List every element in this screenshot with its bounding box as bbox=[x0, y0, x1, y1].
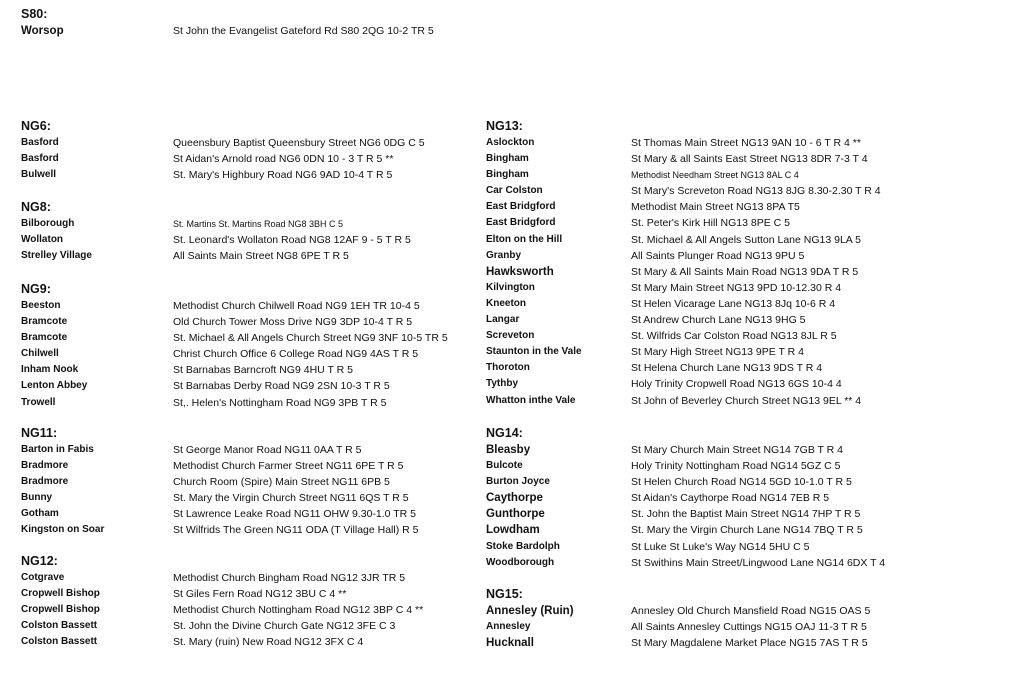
section-ng12 bbox=[21, 553, 521, 650]
list-item bbox=[486, 458, 1006, 474]
place-name: Whatton inthe Vale bbox=[486, 394, 576, 406]
list-item bbox=[21, 586, 521, 602]
section-code: NG8: bbox=[21, 200, 51, 214]
place-name: Cropwell Bishop bbox=[21, 604, 100, 616]
church-info: Methodist Needham Street NG13 8AL C 4 bbox=[631, 170, 799, 181]
list-item bbox=[486, 539, 1006, 555]
list-item bbox=[486, 312, 1006, 328]
church-info: St Swithins Main Street/Lingwood Lane NG14 6DX T 4 bbox=[631, 556, 886, 569]
place-name: Strelley Village bbox=[21, 250, 92, 262]
place-name: Aslockton bbox=[486, 137, 535, 148]
list-item bbox=[486, 151, 1006, 167]
church-info: St Mary Main Street NG13 9PD 10-12.30 R 4 bbox=[631, 281, 842, 294]
place-name: Bilborough bbox=[21, 218, 75, 229]
place-name: Colston Bassett bbox=[21, 636, 98, 648]
church-info: Methodist Church Farmer Street NG11 6PE T R 5 bbox=[173, 460, 404, 473]
list-item bbox=[486, 296, 1006, 312]
church-info: St. Michael & All Angels Sutton Lane NG13 9LA 5 bbox=[631, 233, 861, 246]
place-name: Worsop bbox=[21, 25, 64, 37]
place-name: Bradmore bbox=[21, 476, 69, 488]
church-info: St Helen Church Road NG14 5GD 10-1.0 T R 5 bbox=[631, 476, 852, 489]
church-info: Holy Trinity Nottingham Road NG14 5GZ C 5 bbox=[631, 460, 841, 473]
place-name: Trowell bbox=[21, 396, 56, 408]
section-code: NG6: bbox=[21, 119, 51, 133]
section-code: NG14: bbox=[486, 426, 523, 440]
place-name: Lowdham bbox=[486, 524, 540, 537]
church-info: St Helen Vicarage Lane NG13 8Jq 10-6 R 4 bbox=[631, 297, 836, 310]
list-item bbox=[486, 199, 1006, 215]
list-item bbox=[486, 360, 1006, 376]
section-ng6 bbox=[21, 118, 521, 183]
list-item bbox=[486, 344, 1006, 360]
list-item bbox=[21, 232, 521, 248]
place-name: Cropwell Bishop bbox=[21, 588, 100, 600]
church-info: St Giles Fern Road NG12 3BU C 4 ** bbox=[173, 588, 347, 601]
list-item bbox=[486, 522, 1006, 538]
list-item bbox=[21, 506, 521, 522]
list-item bbox=[21, 458, 521, 474]
place-name: Beeston bbox=[21, 300, 61, 311]
section-code: S80: bbox=[21, 7, 48, 21]
list-item bbox=[21, 378, 521, 394]
place-name: Hawksworth bbox=[486, 265, 554, 278]
list-item bbox=[486, 376, 1006, 392]
list-item bbox=[21, 618, 521, 634]
section-s80 bbox=[21, 6, 521, 39]
place-name: Tythby bbox=[486, 378, 519, 390]
place-name: Bingham bbox=[486, 169, 529, 181]
list-item bbox=[486, 183, 1006, 199]
list-item bbox=[486, 167, 1006, 183]
church-info: All Saints Annesley Cuttings NG15 OAJ 11-3 T R 5 bbox=[631, 621, 867, 634]
list-item bbox=[21, 330, 521, 346]
list-item bbox=[21, 634, 521, 650]
list-item bbox=[486, 135, 1006, 151]
church-info: All Saints Main Street NG8 6PE T R 5 bbox=[173, 250, 349, 263]
list-item bbox=[21, 298, 521, 314]
church-info: St Aidan's Arnold road NG6 0DN 10 - 3 T R 5 ** bbox=[173, 153, 394, 166]
list-item bbox=[486, 280, 1006, 296]
church-info: St. Mary the Virgin Church Lane NG14 7BQ T R 5 bbox=[631, 524, 863, 537]
section-code: NG13: bbox=[486, 119, 523, 133]
list-item bbox=[21, 442, 521, 458]
church-info: St Helena Church Lane NG13 9DS T R 4 bbox=[631, 362, 823, 375]
list-item bbox=[21, 314, 521, 330]
church-info: St Mary High Street NG13 9PE T R 4 bbox=[631, 346, 804, 359]
list-item bbox=[21, 346, 521, 362]
section-code: NG15: bbox=[486, 587, 523, 601]
list-item bbox=[486, 490, 1006, 506]
church-info: St. John the Baptist Main Street NG14 7HP T R 5 bbox=[631, 508, 861, 521]
church-info: St. John the Divine Church Gate NG12 3FE C 3 bbox=[173, 620, 396, 633]
place-name: Bramcote bbox=[21, 332, 68, 344]
church-info: Holy Trinity Cropwell Road NG13 6GS 10-4 4 bbox=[631, 378, 842, 391]
list-item bbox=[21, 490, 521, 506]
church-info: St Mary & All Saints Main Road NG13 9DA T R 5 bbox=[631, 265, 859, 278]
section-code: NG12: bbox=[21, 554, 58, 568]
church-info: St Mary's Screveton Road NG13 8JG 8.30-2.30 T R 4 bbox=[631, 185, 881, 198]
place-name: Granby bbox=[486, 249, 522, 261]
place-name: Kilvington bbox=[486, 281, 535, 293]
church-info: St Thomas Main Street NG13 9AN 10 - 6 T R 4 ** bbox=[631, 137, 861, 149]
list-item bbox=[486, 555, 1006, 571]
church-info: Church Room (Spire) Main Street NG11 6PB 5 bbox=[173, 476, 390, 489]
list-item bbox=[486, 635, 1006, 651]
place-name: Kingston on Soar bbox=[21, 524, 105, 536]
place-name: Bleasby bbox=[486, 444, 531, 456]
church-info: St Lawrence Leake Road NG11 OHW 9.30-1.0 TR 5 bbox=[173, 508, 416, 521]
place-name: Basford bbox=[21, 153, 59, 165]
place-name: Inham Nook bbox=[21, 364, 79, 376]
church-info: St Andrew Church Lane NG13 9HG 5 bbox=[631, 314, 806, 327]
list-item bbox=[486, 474, 1006, 490]
place-name: Annesley (Ruin) bbox=[486, 605, 574, 617]
place-name: Bulwell bbox=[21, 169, 57, 181]
list-item bbox=[21, 216, 521, 232]
place-name: Car Colston bbox=[486, 185, 543, 197]
church-info: St Mary Magdalene Market Place NG15 7AS T R 5 bbox=[631, 637, 868, 650]
list-item bbox=[21, 522, 521, 538]
church-info: St. Martins St. Martins Road NG8 3BH C 5 bbox=[173, 219, 344, 229]
list-item bbox=[21, 570, 521, 586]
church-info: St George Manor Road NG11 0AA T R 5 bbox=[173, 444, 362, 456]
list-item bbox=[21, 151, 521, 167]
church-info: Christ Church Office 6 College Road NG9 4AS T R 5 bbox=[173, 348, 419, 361]
place-name: Barton in Fabis bbox=[21, 444, 94, 455]
church-info: Methodist Church Bingham Road NG12 3JR TR 5 bbox=[173, 572, 406, 584]
church-info: St. Leonard's Wollaton Road NG8 12AF 9 - 5 T R 5 bbox=[173, 234, 411, 247]
place-name: Cotgrave bbox=[21, 572, 65, 583]
place-name: Caythorpe bbox=[486, 492, 543, 505]
place-name: Stoke Bardolph bbox=[486, 540, 560, 552]
place-name: Gunthorpe bbox=[486, 508, 545, 521]
place-name: Wollaton bbox=[21, 234, 64, 246]
place-name: Bulcote bbox=[486, 460, 523, 472]
church-info: St Barnabas Barncroft NG9 4HU T R 5 bbox=[173, 364, 353, 377]
place-name: Lenton Abbey bbox=[21, 380, 88, 392]
place-name: Thoroton bbox=[486, 362, 530, 374]
section-ng15 bbox=[486, 586, 1006, 651]
place-name: East Bridgford bbox=[486, 201, 556, 213]
church-info: St Wilfrids The Green NG11 ODA (T Village Hall) R 5 bbox=[173, 524, 419, 537]
church-info: St Aidan's Caythorpe Road NG14 7EB R 5 bbox=[631, 492, 830, 505]
church-info: All Saints Plunger Road NG13 9PU 5 bbox=[631, 249, 805, 262]
place-name: Bramcote bbox=[21, 316, 68, 328]
section-ng11 bbox=[21, 425, 521, 539]
church-info: St. Michael & All Angels Church Street NG9 3NF 10-5 TR 5 bbox=[173, 332, 448, 345]
church-info: St John of Beverley Church Street NG13 9EL ** 4 bbox=[631, 394, 862, 407]
church-info: St. Mary's Highbury Road NG6 9AD 10-4 T R 5 bbox=[173, 169, 393, 182]
place-name: Hucknall bbox=[486, 637, 534, 650]
list-item bbox=[486, 264, 1006, 280]
church-info: St Luke St Luke's Way NG14 5HU C 5 bbox=[631, 540, 810, 553]
list-item bbox=[21, 602, 521, 618]
section-ng13 bbox=[486, 118, 1006, 409]
place-name: Staunton in the Vale bbox=[486, 346, 582, 358]
church-info: St Mary & all Saints East Street NG13 8DR 7-3 T 4 bbox=[631, 153, 868, 166]
church-info: St Mary Church Main Street NG14 7GB T R 4 bbox=[631, 444, 844, 456]
place-name: Chilwell bbox=[21, 348, 59, 360]
list-item bbox=[21, 167, 521, 183]
church-info: Methodist Main Street NG13 8PA T5 bbox=[631, 201, 800, 214]
church-info: Annesley Old Church Mansfield Road NG15 OAS 5 bbox=[631, 605, 871, 617]
place-name: Bingham bbox=[486, 153, 529, 165]
church-info: St,. Helen's Nottingham Road NG9 3PB T R 5 bbox=[173, 396, 387, 409]
section-ng9 bbox=[21, 281, 521, 411]
list-item bbox=[21, 474, 521, 490]
list-item bbox=[486, 619, 1006, 635]
section-code: NG9: bbox=[21, 282, 51, 296]
place-name: East Bridgford bbox=[486, 217, 556, 229]
church-info: St. Peter's Kirk Hill NG13 8PE C 5 bbox=[631, 217, 790, 230]
place-name: Gotham bbox=[21, 508, 59, 520]
list-item bbox=[21, 23, 521, 39]
list-item bbox=[486, 442, 1006, 458]
church-info: Methodist Church Nottingham Road NG12 3BP C 4 ** bbox=[173, 604, 424, 617]
place-name: Burton Joyce bbox=[486, 476, 550, 488]
place-name: Langar bbox=[486, 314, 520, 326]
place-name: Annesley bbox=[486, 621, 531, 633]
place-name: Screveton bbox=[486, 330, 535, 342]
list-item bbox=[21, 248, 521, 264]
place-name: Woodborough bbox=[486, 556, 555, 568]
section-code: NG11: bbox=[21, 426, 58, 440]
list-item bbox=[486, 328, 1006, 344]
section-ng8 bbox=[21, 199, 521, 264]
list-item bbox=[486, 232, 1006, 248]
place-name: Kneeton bbox=[486, 297, 526, 309]
list-item bbox=[486, 603, 1006, 619]
place-name: Colston Bassett bbox=[21, 620, 98, 632]
list-item bbox=[486, 393, 1006, 409]
church-info: Methodist Church Chilwell Road NG9 1EH TR 10-4 5 bbox=[173, 300, 420, 312]
church-info: St. Wilfrids Car Colston Road NG13 8JL R 5 bbox=[631, 330, 837, 343]
place-name: Elton on the Hill bbox=[486, 233, 563, 245]
church-info: St. Mary the Virgin Church Street NG11 6QS T R 5 bbox=[173, 492, 409, 505]
section-ng14 bbox=[486, 425, 1006, 571]
place-name: Bunny bbox=[21, 492, 53, 504]
church-info: Queensbury Baptist Queensbury Street NG6 0DG C 5 bbox=[173, 137, 425, 149]
list-item bbox=[21, 362, 521, 378]
list-item bbox=[486, 506, 1006, 522]
list-item bbox=[21, 135, 521, 151]
place-name: Basford bbox=[21, 137, 59, 148]
church-info: St Barnabas Derby Road NG9 2SN 10-3 T R 5 bbox=[173, 380, 390, 393]
list-item bbox=[486, 248, 1006, 264]
place-name: Bradmore bbox=[21, 460, 69, 472]
church-info: St. Mary (ruin) New Road NG12 3FX C 4 bbox=[173, 636, 364, 649]
list-item bbox=[486, 215, 1006, 231]
list-item bbox=[21, 395, 521, 411]
church-info: Old Church Tower Moss Drive NG9 3DP 10-4 T R 5 bbox=[173, 316, 413, 329]
church-info: St John the Evangelist Gateford Rd S80 2QG 10-2 TR 5 bbox=[173, 25, 434, 37]
